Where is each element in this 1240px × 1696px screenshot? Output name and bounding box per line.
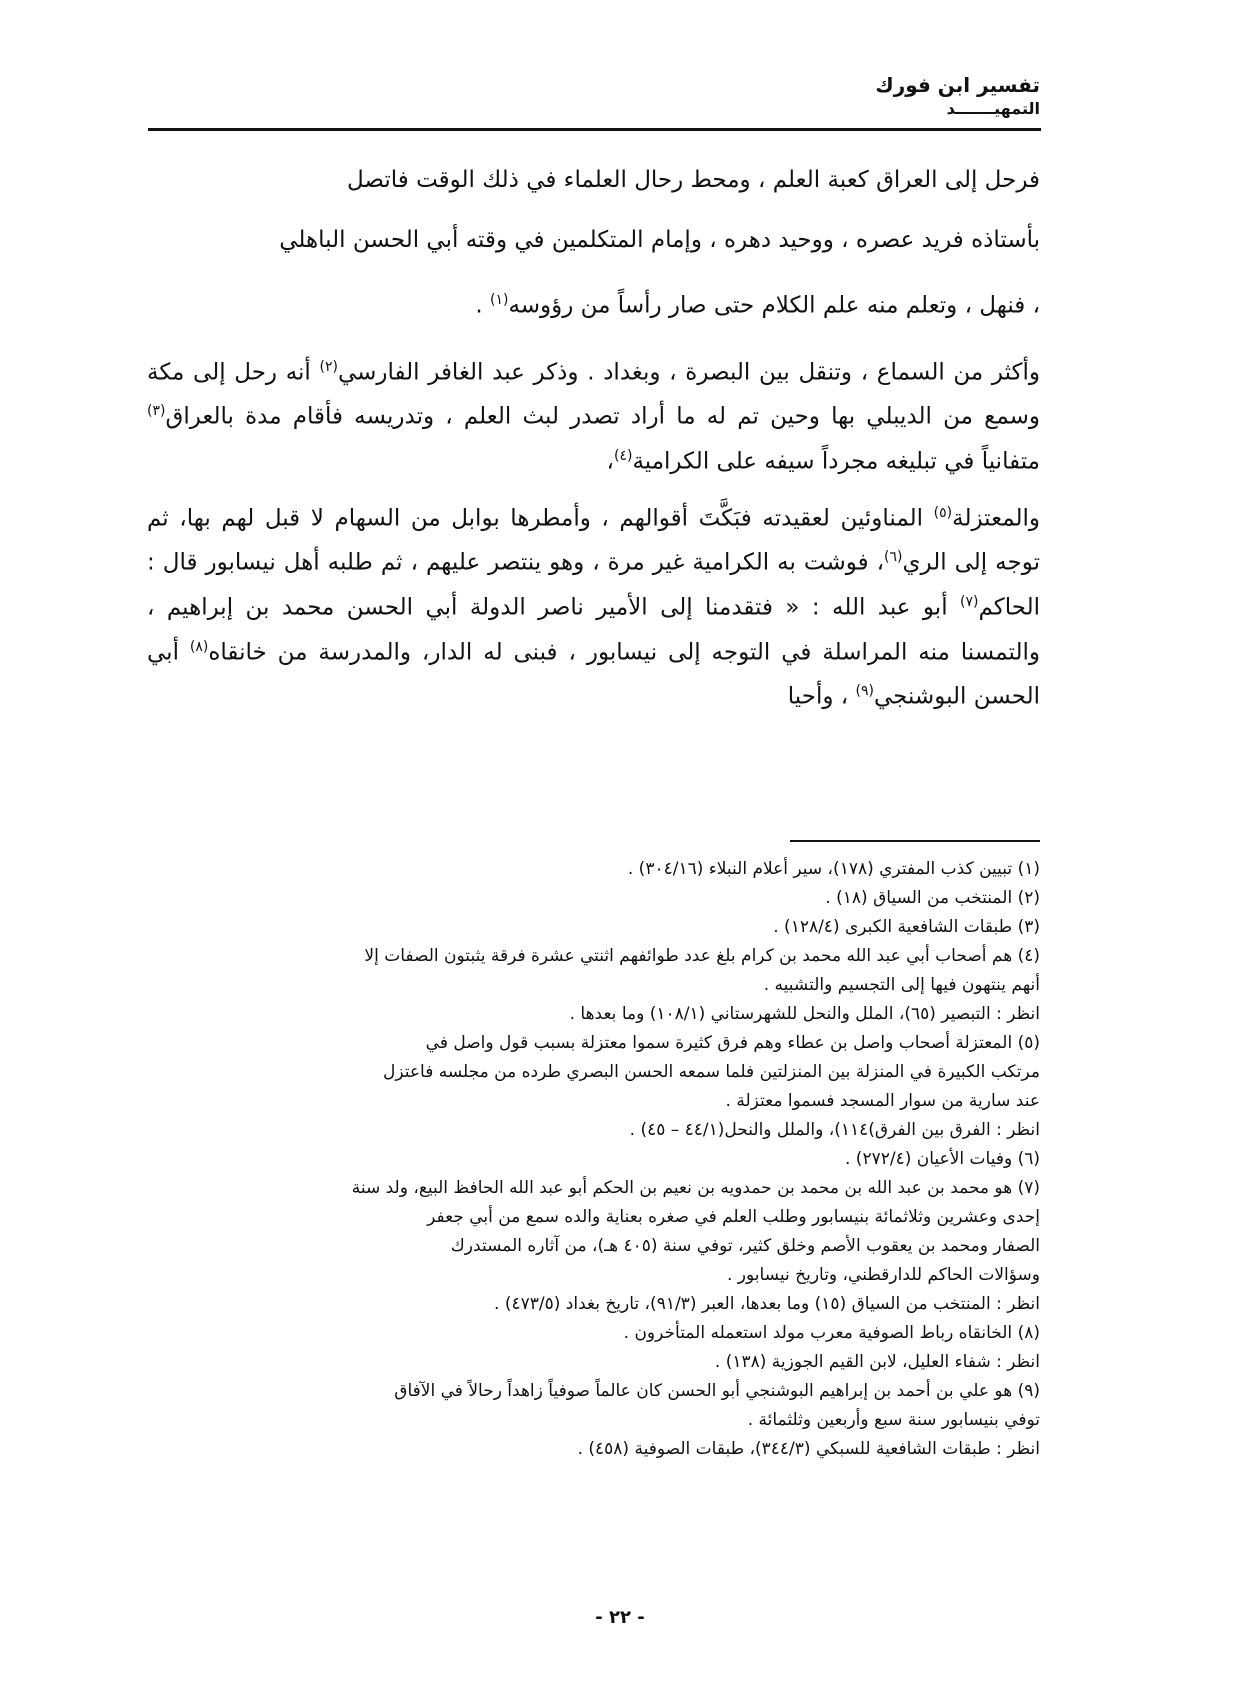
page-number: - ٢٢ -: [595, 1607, 645, 1628]
para3-text: ، وأحيا: [787, 683, 856, 710]
para3-text: أبي الحسن البوشنجي: [147, 639, 1040, 710]
footnote: [147, 1029, 1040, 1145]
footnote-first-line: [147, 884, 1040, 913]
footnote-text: طبقات الشافعية الكبرى (١٢٨/٤) .: [773, 917, 1013, 937]
footnote-mark: (٦): [884, 549, 903, 566]
footnote-line: انظر : الفرق بين الفرق)١١٤)، والملل والنحل(٤٤/١ – ٤٥) .: [629, 1120, 1040, 1140]
footnote-number: (١): [1017, 859, 1040, 879]
book-title: تفسير ابن فورك: [875, 73, 1040, 97]
footnote-first-line: [147, 942, 1040, 971]
footnotes: [147, 855, 1040, 1464]
footnote: [147, 1145, 1040, 1174]
footnote-line: الصفار ومحمد بن يعقوب الأصم وخلق كثير، توفي سنة (٤٠٥ هـ)، من آثاره المستدرك: [450, 1236, 1040, 1256]
footnote-first-line: [147, 1377, 1040, 1406]
paragraph-3: [147, 494, 1040, 717]
footnote-text: هو محمد بن عبد الله بن محمد بن حمدويه بن نعيم بن الحكم أبو عبد الله الحافظ البيع، ولد سنة: [351, 1178, 1013, 1198]
footnote-text: هم أصحاب أبي عبد الله محمد بن كرام بلغ عدد طوائفهم اثنتي عشرة فرقة يثبتون الصفات إلا: [364, 946, 1013, 966]
footnote-mark: (١): [489, 292, 509, 308]
footnote-text: وفيات الأعيان (٢٧٢/٤) .: [845, 1149, 1013, 1169]
footnote-number: (٩): [1017, 1381, 1040, 1401]
footnote: [147, 884, 1040, 913]
footnote-number: (٧): [1017, 1178, 1040, 1198]
para1-line-1: فرحل إلى العراق كعبة العلم ، ومحط رحال العلماء في ذلك الوقت فاتصل: [347, 167, 1040, 193]
paragraph-2: [147, 348, 1040, 482]
footnote-number: (٣): [1017, 917, 1040, 937]
para3-text: ، فوشت به الكرامية غير مرة ، وهو ينتصر عليهم ، ثم طلبه أهل نيسابور قال : الحاكم: [147, 549, 1040, 621]
footnote-first-line: [147, 1145, 1040, 1174]
footnote-line: انظر : المنتخب من السياق (١٥) وما بعدها، العبر (٩١/٣)، تاريخ بغداد (٤٧٣/٥) .: [494, 1294, 1040, 1314]
footnote-text: الخانقاه رباط الصوفية معرب مولد استعمله المتأخرون .: [623, 1323, 1013, 1343]
footnote-number: (٦): [1017, 1149, 1040, 1169]
footnote-mark: (٥): [933, 504, 953, 521]
footnote-first-line: [147, 913, 1040, 942]
para3-text: والمعتزلة: [952, 505, 1040, 532]
footnote-mark: (٩): [855, 683, 874, 700]
section-title: التمهيـــــــد: [946, 99, 1040, 118]
footnote-number: (٥): [1017, 1033, 1040, 1053]
footnote-line: إحدى وعشرين وثلاثمائة بنيسابور وطلب العلم في صغره بعناية والده سمع من أبي جعفر: [427, 1207, 1040, 1227]
footnote-line: توفي بنيسابور سنة سبع وأربعين وثلثمائة .: [747, 1410, 1040, 1430]
footnote-number: (٨): [1017, 1323, 1040, 1343]
footnote: [147, 1174, 1040, 1319]
footnote-text: تبيين كذب المفتري (١٧٨)، سير أعلام النبلاء (٣٠٤/١٦) .: [627, 859, 1013, 879]
footnote-mark: (٣): [147, 403, 166, 420]
para1-line-2: بأستاذه فريد عصره ، ووحيد دهره ، وإمام المتكلمين في وقته أبي الحسن الباهلي: [279, 227, 1040, 253]
footnote: [147, 942, 1040, 1029]
para2-text: وأكثر من السماع ، وتنقل بين البصرة ، وبغداد . وذكر عبد الغافر الفارسي: [337, 359, 1041, 386]
footnote: [147, 855, 1040, 884]
footnote-mark: (٤): [613, 447, 633, 464]
footnote-first-line: [147, 855, 1040, 884]
para2-text: أنه رحل إلى مكة وسمع من الديبلي بها وحين تم له ما أراد تصدر لبث العلم ، وتدريسه فأقام مدة بالعراق: [147, 359, 1040, 430]
footnote-first-line: [147, 1174, 1040, 1203]
footnote-separator: [790, 840, 1040, 842]
footnote-line: أنهم ينتهون فيها إلى التجسيم والتشبيه .: [763, 975, 1040, 995]
footnote-line: انظر : شفاء العليل، لابن القيم الجوزية (١٣٨) .: [714, 1352, 1040, 1372]
para2-text: ،: [606, 448, 614, 475]
footnote-number: (٤): [1017, 946, 1040, 966]
footnote-text: هو علي بن أحمد بن إبراهيم البوشنجي أبو الحسن كان عالماً صوفياً زاهداً رحالاً في الآفاق: [394, 1381, 1013, 1401]
footnote-text: المعتزلة أصحاب واصل بن عطاء وهم فرق كثيرة سموا معتزلة بسبب قول واصل في: [425, 1033, 1013, 1053]
footnote-mark: (٨): [189, 638, 209, 655]
footnote-first-line: [147, 1319, 1040, 1348]
footnote-line: مرتكب الكبيرة في المنزلة بين المنزلتين فلما سمعه الحسن البصري طرده من مجلسه فاعتزل: [383, 1062, 1040, 1082]
footnote: [147, 913, 1040, 942]
paragraph-1: [147, 150, 1040, 336]
footnote-mark: (٧): [960, 593, 979, 610]
footnote-line: انظر : التبصير (٦٥)، الملل والنحل للشهرستاني (١٠٨/١) وما بعدها .: [569, 1004, 1040, 1024]
footnote-line: عند سارية من سوار المسجد فسموا معتزلة .: [725, 1091, 1040, 1111]
header-rule: [148, 128, 1041, 131]
footnote-text: المنتخب من السياق (١٨) .: [825, 888, 1013, 908]
footnote-line: انظر : طبقات الشافعية للسبكي (٣٤٤/٣)، طبقات الصوفية (٤٥٨) .: [577, 1439, 1040, 1459]
main-text: [147, 150, 1040, 717]
footnote: [147, 1319, 1040, 1377]
running-header: [875, 72, 1040, 120]
footnote: [147, 1377, 1040, 1464]
footnote-line: وسؤالات الحاكم للدارقطني، وتاريخ نيسابور .: [726, 1265, 1040, 1285]
para1-line-3: ، فنهل ، وتعلم منه علم الكلام حتى صار رأساً من رؤوسه: [508, 292, 1040, 319]
para1-end: .: [475, 292, 490, 319]
footnote-number: (٢): [1017, 888, 1040, 908]
footnote-first-line: [147, 1029, 1040, 1058]
para3-text: أبو عبد الله : « فتقدمنا إلى الأمير ناصر الدولة أبي الحسن محمد بن إبراهيم ، والتمسنا منه المراسلة في التوجه إلى نيسابور ، فبنى له الدار، والمدرسة من خانقاه: [147, 594, 1040, 666]
para2-text: متفانياً في تبليغه مجرداً سيفه على الكرامية: [632, 448, 1040, 475]
para3-text: المناوئين لعقيدته فبَكَّتَ أقوالهم ، وأمطرها بوابل من السهام لا قبل لهم بها، ثم توجه إلى الري: [147, 505, 1040, 576]
footnote-mark: (٢): [319, 358, 338, 375]
